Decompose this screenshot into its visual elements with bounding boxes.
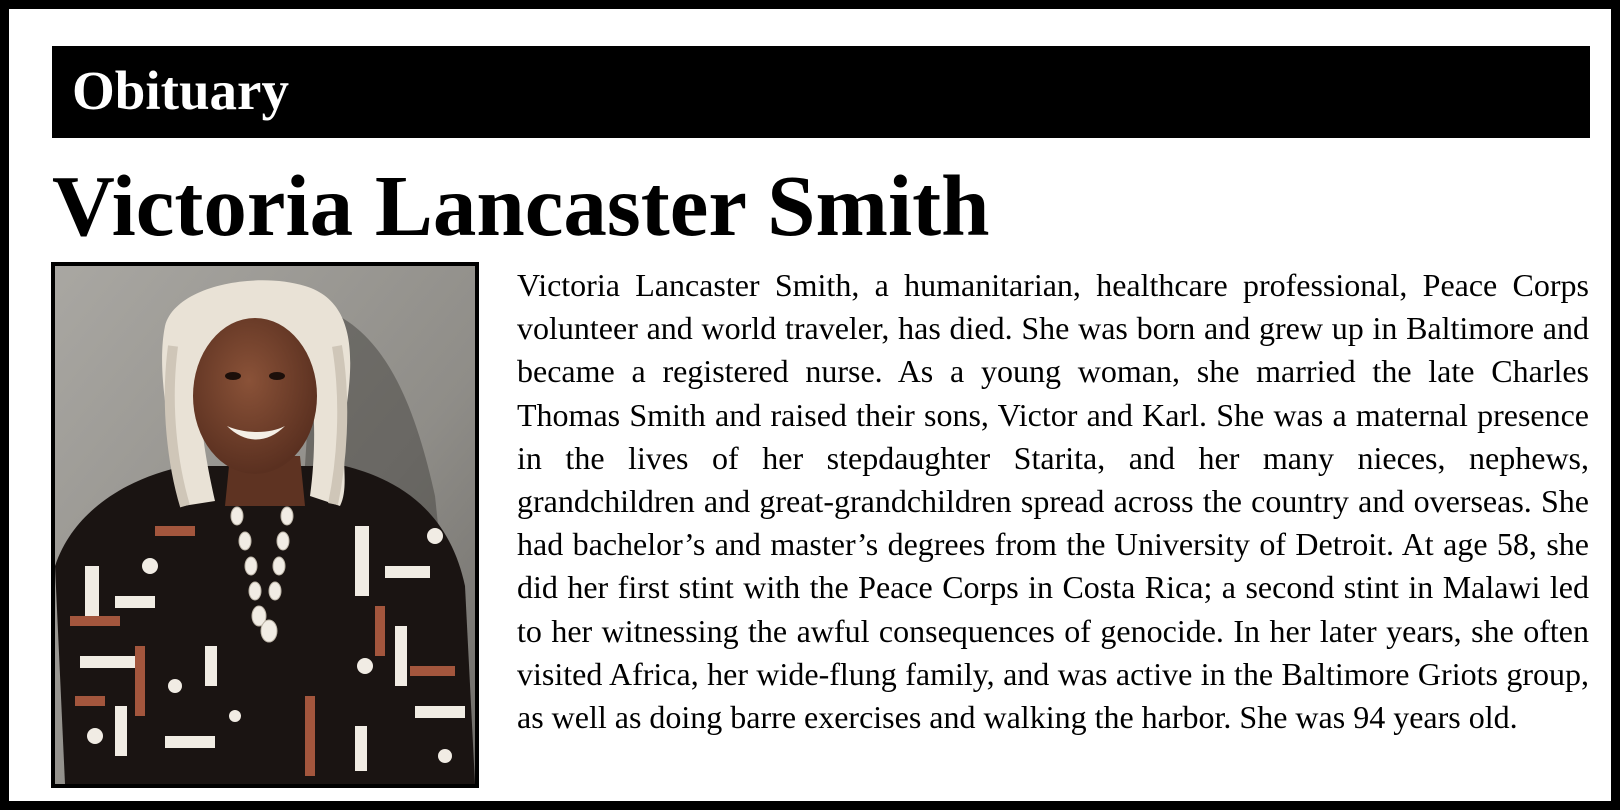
obituary-body: Victoria Lancaster Smith, a humanitarian, healthcare professional, Peace Corps volunteer and world traveler, has died. She was born and grew up in Baltimore and became a registered nurse. As a young woman, she married the late Charles Thomas Smith and raised their sons, Victor and Karl. She was a maternal presence in the lives of her stepdaughter Starita, and her many nieces, nephews, grandchildren and great-grandchildren spread across the country and overseas. She had bachelor’s and master’s degrees from the University of Detroit. At age 58, she did her first stint with the Peace Corps in Costa Rica; a second stint in Malawi led to her witnessing the awful consequences of genocide. In her later years, she often visited Africa, her wide-flung family, and was active in the Baltimore Griots group, as well as doing barre exercises and walking the harbor. She was 94 years old. [517, 267, 1589, 736]
section-header-bar [52, 46, 1590, 138]
headline: Victoria Lancaster Smith [52, 157, 990, 254]
section-label: Obituary [72, 60, 289, 121]
portrait-photo [51, 262, 479, 788]
portrait-photo-icon [55, 266, 475, 784]
